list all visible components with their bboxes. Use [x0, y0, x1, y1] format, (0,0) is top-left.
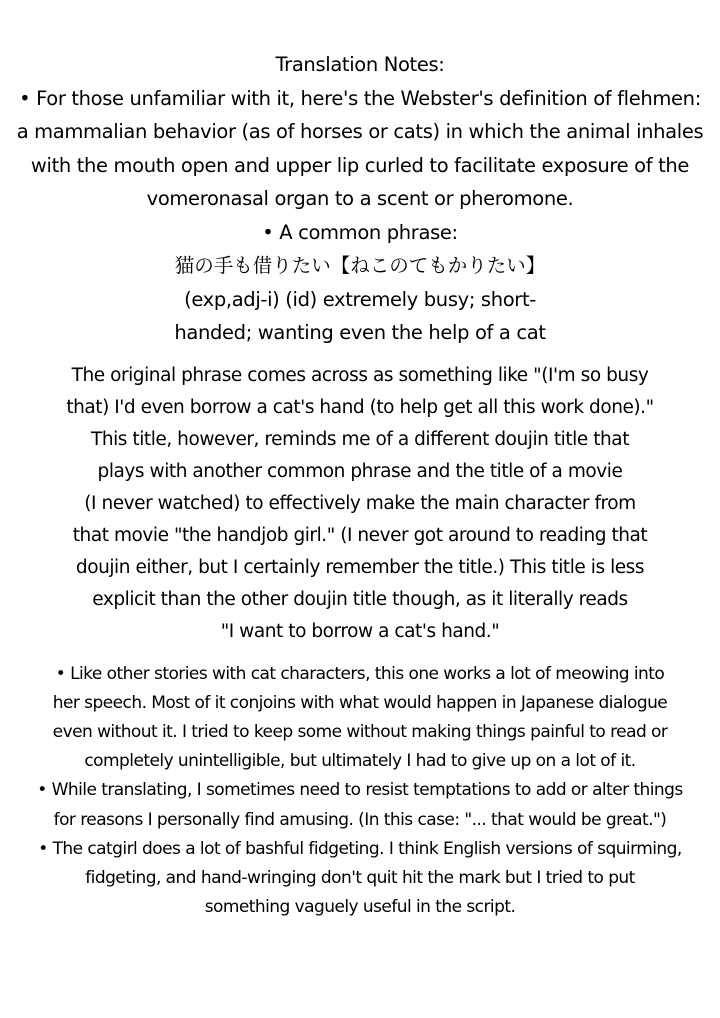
- bullet-line: her speech. Most of it conjoins with what would happen in Japanese dialogue: [52, 692, 668, 713]
- intro-line: a mammalian behavior (as of horses or cats) in which the animal inhales: [16, 120, 704, 143]
- bullet-line: completely unintelligible, but ultimately I had to give up on a lot of it.: [84, 751, 636, 772]
- paragraph-line: plays with another common phrase and the title of a movie: [97, 460, 623, 482]
- definition-line: (exp,adj-i) (id) extremely busy; short-: [184, 287, 536, 311]
- paragraph-line: The original phrase comes across as something like "(I'm so busy: [71, 364, 649, 386]
- bullet-line: something vaguely useful in the script.: [204, 897, 516, 918]
- intro-line: vomeronasal organ to a scent or pheromone.: [146, 187, 574, 210]
- bullet-line: fidgeting, and hand-wringing don't quit hit the mark but I tried to put: [85, 867, 635, 888]
- japanese-phrase: 猫の手も借りたい【ねこのてもかりたい】: [174, 254, 546, 277]
- explanation-paragraph: [50, 360, 670, 648]
- intro-line: • A common phrase:: [262, 220, 458, 244]
- bullet-line: even without it. I tried to keep some without making things painful to read or: [52, 721, 668, 742]
- intro-line: with the mouth open and upper lip curled to facilitate exposure of the: [30, 153, 690, 177]
- intro-line: • For those unfamiliar with it, here's the Webster's definition of flehmen:: [19, 86, 701, 110]
- paragraph-line: doujin either, but I certainly remember the title.) This title is less: [75, 556, 645, 578]
- bullet-line: • While translating, I sometimes need to resist temptations to add or alter things: [37, 780, 683, 801]
- paragraph-line: that movie "the handjob girl." (I never got around to reading that: [72, 524, 648, 546]
- bullet-notes-section: [5, 660, 715, 923]
- paragraph-line: explicit than the other doujin title though, as it literally reads: [92, 588, 628, 610]
- notes-title: Translation Notes:: [275, 53, 445, 76]
- paragraph-line: "I want to borrow a cat's hand.": [220, 620, 500, 642]
- intro-section: [10, 48, 710, 350]
- bullet-line: for reasons I personally find amusing. (In this case: "... that would be great."): [53, 809, 667, 830]
- bullet-line: • The catgirl does a lot of bashful fidgeting. I think English versions of squirming,: [38, 838, 682, 859]
- paragraph-line: that) I'd even borrow a cat's hand (to help get all this work done).": [66, 396, 654, 418]
- paragraph-line: This title, however, reminds me of a different doujin title that: [90, 428, 630, 450]
- definition-line: handed; wanting even the help of a cat: [174, 321, 546, 344]
- paragraph-line: (I never watched) to effectively make the main character from: [84, 492, 636, 514]
- bullet-line: • Like other stories with cat characters, this one works a lot of meowing into: [55, 663, 665, 684]
